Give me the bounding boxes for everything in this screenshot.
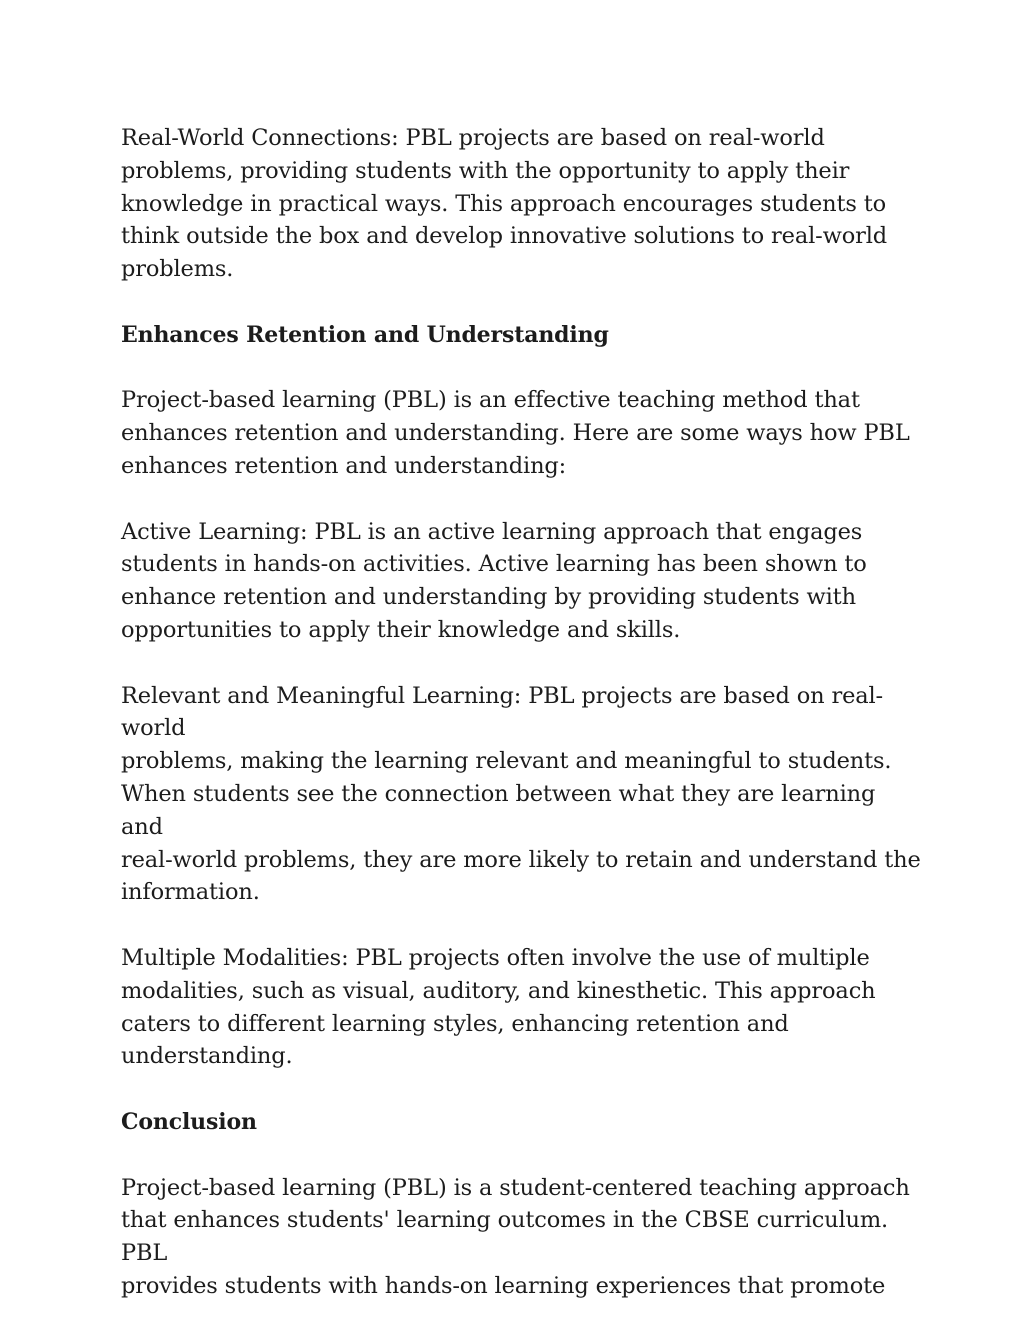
heading-conclusion: Conclusion bbox=[121, 1108, 257, 1135]
text-line: provides students with hands-on learning experiences that promote bbox=[121, 1272, 886, 1299]
paragraph-gap bbox=[121, 647, 921, 680]
paragraph-conclusion bbox=[121, 1172, 921, 1303]
text-line: students in hands-on activities. Active learning has been shown to bbox=[121, 551, 867, 578]
text-line: information. bbox=[121, 879, 260, 906]
paragraph-gap bbox=[121, 1139, 921, 1172]
paragraph-gap bbox=[121, 352, 921, 385]
paragraph-gap bbox=[121, 909, 921, 942]
text-line: enhances retention and understanding. Here are some ways how PBL bbox=[121, 420, 910, 447]
text-line: problems, making the learning relevant and meaningful to students. bbox=[121, 748, 892, 775]
paragraph-multiple-modalities bbox=[121, 942, 921, 1073]
paragraph-intro bbox=[121, 384, 921, 482]
paragraph-real-world-connections bbox=[121, 122, 921, 286]
text-line: enhance retention and understanding by providing students with bbox=[121, 584, 856, 611]
text-line: Multiple Modalities: PBL projects often involve the use of multiple bbox=[121, 944, 870, 971]
text-line: Real-World Connections: PBL projects are based on real-world bbox=[121, 125, 825, 151]
text-line: that enhances students' learning outcomes in the CBSE curriculum. PBL bbox=[121, 1207, 889, 1267]
text-line: real-world problems, they are more likely to retain and understand the bbox=[121, 846, 921, 873]
paragraph-gap bbox=[121, 286, 921, 319]
text-line: modalities, such as visual, auditory, and kinesthetic. This approach bbox=[121, 977, 876, 1004]
text-line: problems. bbox=[121, 256, 234, 283]
heading-enhances-retention: Enhances Retention and Understanding bbox=[121, 321, 609, 348]
text-line: opportunities to apply their knowledge and skills. bbox=[121, 616, 681, 643]
text-line: think outside the box and develop innovative solutions to real-world bbox=[121, 223, 887, 250]
text-line: When students see the connection between what they are learning and bbox=[121, 780, 876, 840]
paragraph-relevant-learning bbox=[121, 680, 921, 910]
document-page bbox=[121, 122, 921, 1303]
paragraph-active-learning bbox=[121, 516, 921, 647]
paragraph-gap bbox=[121, 1073, 921, 1106]
text-line: problems, providing students with the opportunity to apply their bbox=[121, 157, 850, 184]
text-line: enhances retention and understanding: bbox=[121, 452, 567, 479]
paragraph-gap bbox=[121, 483, 921, 516]
text-line: Project-based learning (PBL) is a student-centered teaching approach bbox=[121, 1174, 910, 1201]
text-line: Relevant and Meaningful Learning: PBL projects are based on real-world bbox=[121, 682, 883, 742]
text-line: Project-based learning (PBL) is an effective teaching method that bbox=[121, 387, 860, 414]
text-line: understanding. bbox=[121, 1043, 293, 1070]
text-line: caters to different learning styles, enhancing retention and bbox=[121, 1010, 789, 1037]
text-line: knowledge in practical ways. This approach encourages students to bbox=[121, 190, 887, 217]
text-line: Active Learning: PBL is an active learning approach that engages bbox=[121, 518, 863, 545]
